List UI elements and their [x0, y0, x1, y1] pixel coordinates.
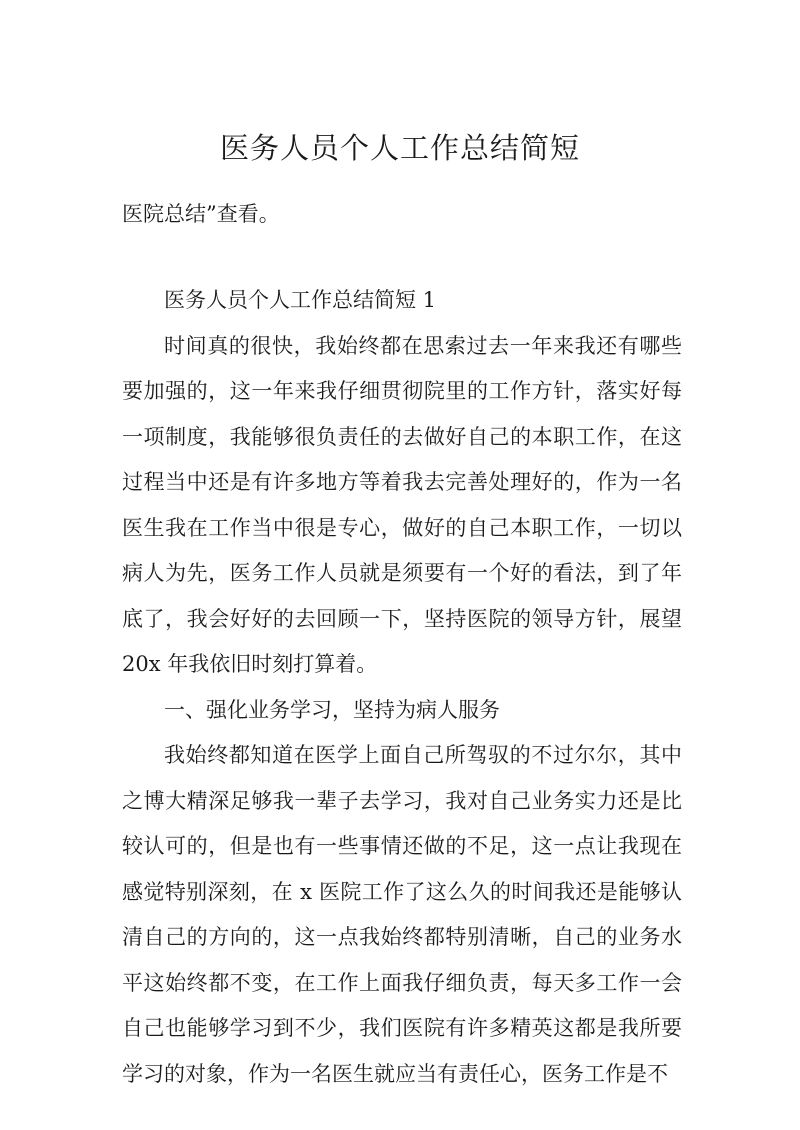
subheading: 一、强化业务学习，坚持为病人服务: [164, 697, 500, 722]
document-title: 医务人员个人工作总结简短: [219, 131, 580, 165]
paragraph: 时间真的很快，我始终都在思索过去一年来我还有哪些要加强的，这一年来我仔细贯彻院里的工作方针，落实好每一项制度，我能够很负责任的去做好自己的本职工作，在这过程当中还是有许多地方等着我去完善处理好的，作为一名医生我在工作当中很是专心，做好的自己本职工作，一切以病人为先，医务工作人员就是须要有一个好的看法，到了年底了，我会好好的去回顾一下，坚持医院的领导方针，展望20x 年我依旧时刻打算着。: [122, 333, 682, 676]
document-body: [122, 278, 682, 1097]
intro-line: 医院总结”查看。: [122, 202, 280, 226]
paragraph: 我始终都知道在医学上面自己所驾驭的不过尔尔，其中之博大精深足够我一辈子去学习，我对自己业务实力还是比较认可的，但是也有一些事情还做的不足，这一点让我现在感觉特别深刻，在 x 医院工作了这么久的时间我还是能够认清自己的方向的，这一点我始终都特别清晰，自己的业务水平这始终都不变，在工作上面我仔细负责，每天多工作一会自己也能够学习到不少，我们医院有许多精英这都是我所要学习的对象，作为一名医生就应当有责任心，医务工作是不: [122, 743, 682, 1086]
section-heading: 医务人员个人工作总结简短 1: [164, 288, 437, 312]
